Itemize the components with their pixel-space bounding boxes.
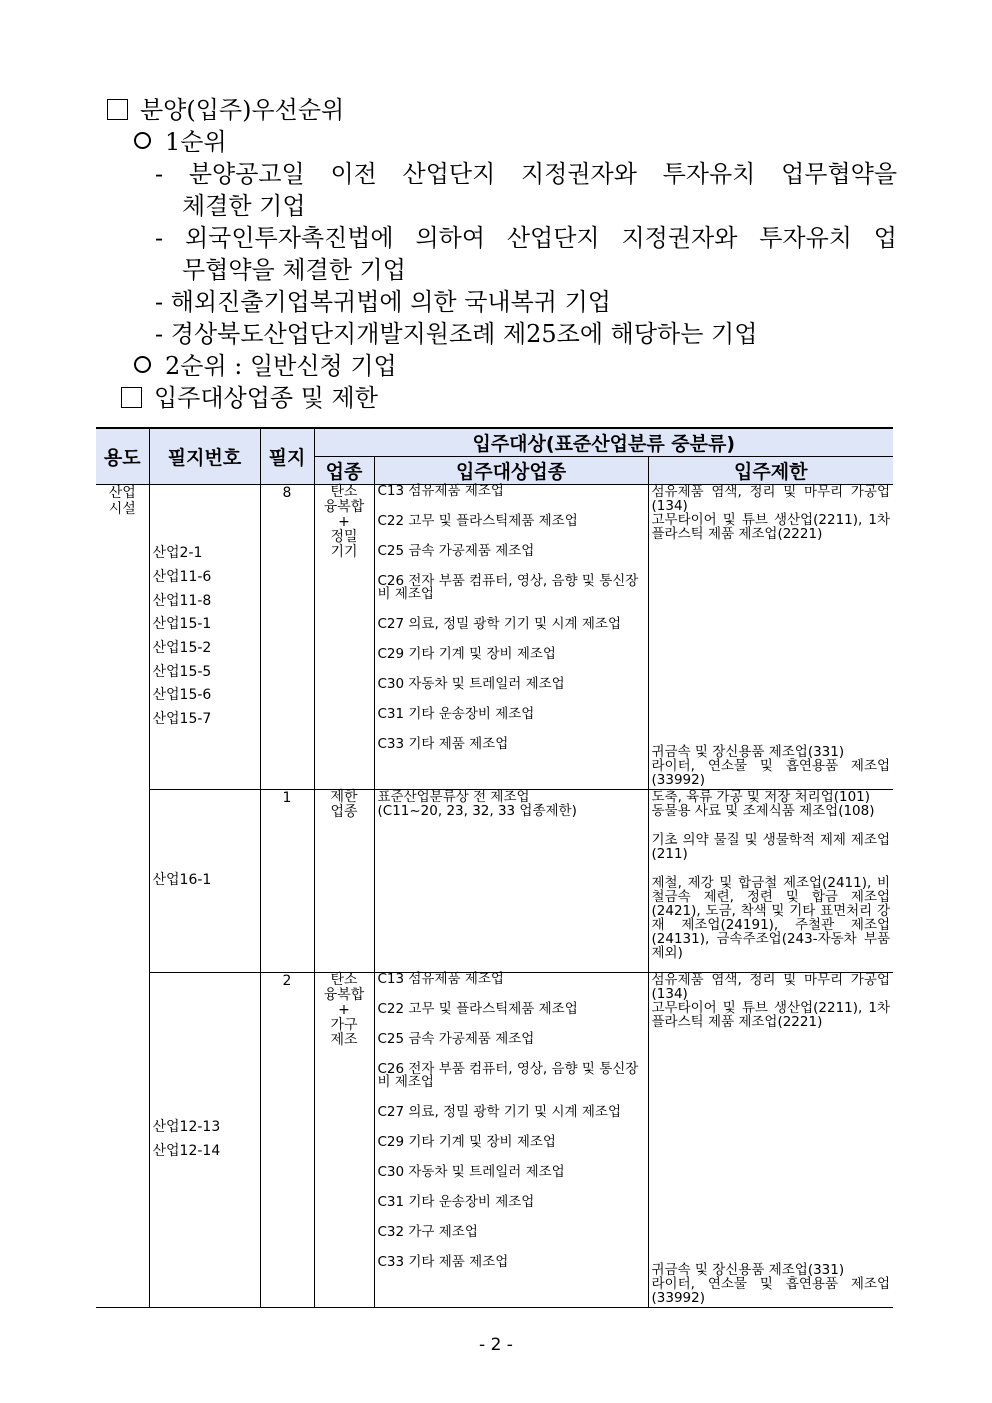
target-item: C33 기타 제품 제조업 [377, 736, 509, 752]
target-industries-cell [374, 485, 648, 790]
rank1-item-4: - 경상북도산업단지개발지원조례 제25조에 해당하는 기업 [155, 320, 758, 348]
lot-count: 8 [260, 485, 314, 790]
restriction-item: 섬유제품 염색, 정리 및 마무리 가공업(134) [651, 484, 891, 514]
lot-number: 산업11-8 [152, 592, 212, 609]
target-item: C31 기타 운송장비 제조업 [377, 706, 535, 722]
lot-number: 산업15-7 [152, 711, 212, 728]
industry-type: 탄소 융복합 + 정밀 기기 [314, 485, 374, 790]
restrictions-cell [648, 790, 893, 973]
restriction-item: 섬유제품 염색, 정리 및 마무리 가공업(134) [651, 972, 891, 1002]
header-restriction: 입주제한 [648, 457, 893, 485]
lot-number: 산업15-1 [152, 616, 212, 633]
restrictions-bottom [652, 745, 891, 787]
lot-number: 산업12-13 [152, 1119, 221, 1136]
section-title: 입주대상업종 및 제한 [154, 384, 378, 412]
lot-number: 산업11-6 [152, 568, 212, 585]
header-target: 입주대상(표준산업분류 중분류) [314, 428, 893, 457]
restriction-item: 고무타이어 및 튜브 생산업(2211), 1차 플라스틱 제품 제조업(2221) [651, 512, 891, 542]
target-item: C29 기타 기계 및 장비 제조업 [377, 646, 556, 662]
lot-number: 산업15-6 [152, 687, 212, 704]
target-item: C33 기타 제품 제조업 [377, 1254, 509, 1270]
rank1-item-3: - 해외진출기업복귀법에 의한 국내복귀 기업 [155, 288, 611, 316]
restriction-item: 제철, 제강 및 합금철 제조업(2411), 비철금속 제련, 정련 및 합금 제조업(2421), 도금, 착색 및 기타 표면처리 강재 제조업(24191), 주철관 제조업(24131), 금속주조업(243-자동차 부품 제외) [651, 875, 891, 961]
target-item: C26 전자 부품 컴퓨터, 영상, 음향 및 통신장비 제조업 [377, 573, 639, 602]
target-item: C29 기타 기계 및 장비 제조업 [377, 1134, 556, 1150]
target-list [378, 973, 645, 1269]
table-row [96, 485, 893, 790]
target-item: C30 자동차 및 트레일러 제조업 [377, 1164, 565, 1180]
target-industries-cell [374, 790, 648, 973]
rank1-title: 1순위 [165, 128, 227, 156]
section-heading-industries [121, 383, 378, 413]
industry-type: 탄소 융복합 + 가구 제조 [314, 973, 374, 1308]
rank1-item-1-cont: 체결한 기업 [182, 192, 306, 220]
restrictions-list [652, 790, 891, 960]
lot-count: 2 [260, 973, 314, 1308]
restriction-item: 라이터, 연소물 및 흡연용품 제조업(33992) [651, 1276, 891, 1306]
target-item: C27 의료, 정밀 광학 기기 및 시계 제조업 [377, 616, 622, 632]
target-item: C27 의료, 정밀 광학 기기 및 시계 제조업 [377, 1104, 622, 1120]
restrictions-cell [648, 485, 893, 790]
lot-numbers-cell [149, 485, 260, 790]
rank2-title: 2순위 : 일반신청 기업 [165, 352, 397, 380]
target-item: C30 자동차 및 트레일러 제조업 [377, 676, 565, 692]
industry-table [96, 427, 893, 1308]
lot-numbers-cell [149, 790, 260, 973]
header-lots: 필지 [260, 428, 314, 485]
header-lot-no: 필지번호 [149, 428, 260, 485]
table-row [96, 790, 893, 973]
checkbox-square-icon [121, 387, 142, 408]
restriction-item: 도축, 육류 가공 및 저장 처리업(101) [651, 789, 871, 805]
lot-numbers-cell [149, 973, 260, 1308]
target-industries-cell [374, 973, 648, 1308]
target-item: (C11~20, 23, 32, 33 업종제한) [377, 803, 577, 819]
restrictions-top [652, 973, 891, 1029]
restrictions-cell [648, 973, 893, 1308]
target-item: C31 기타 운송장비 제조업 [377, 1194, 535, 1210]
restriction-item: 기초 의약 물질 및 생물학적 제제 제조업(211) [651, 832, 891, 862]
lot-number: 산업2-1 [152, 545, 203, 562]
lot-number: 산업15-2 [152, 640, 212, 656]
target-item: C22 고무 및 플라스틱제품 제조업 [377, 513, 578, 529]
restrictions-bottom [652, 1263, 891, 1305]
target-list [378, 485, 645, 751]
target-item: C26 전자 부품 컴퓨터, 영상, 음향 및 통신장비 제조업 [377, 1061, 639, 1090]
restriction-item: 귀금속 및 장신용품 제조업(331) [651, 1262, 845, 1278]
section-title: 분양(입주)우선순위 [140, 96, 345, 124]
rank1-item-1: - 분양공고일 이전 산업단지 지정권자와 투자유치 업무협약을 [155, 160, 897, 188]
target-item: C32 가구 제조업 [377, 1224, 478, 1240]
restriction-item: 고무타이어 및 튜브 생산업(2211), 1차 플라스틱 제품 제조업(2221) [651, 1000, 891, 1030]
checkbox-square-icon [107, 99, 128, 120]
rank1-item-2-cont: 무협약을 체결한 기업 [182, 256, 406, 284]
table-row [96, 973, 893, 1308]
target-item: C25 금속 가공제품 제조업 [377, 1031, 535, 1047]
header-target-industry: 입주대상업종 [374, 457, 648, 485]
circle-bullet-icon [134, 132, 151, 149]
use-cell: 산업 시설 [96, 485, 149, 1308]
target-item: C13 섬유제품 제조업 [377, 971, 504, 987]
lot-number: 산업16-1 [152, 872, 212, 889]
target-item: C22 고무 및 플라스틱제품 제조업 [377, 1001, 578, 1017]
restriction-item: 동물용 사료 및 조제식품 제조업(108) [651, 803, 875, 819]
industry-type: 제한 업종 [314, 790, 374, 973]
section-heading-priority [107, 95, 344, 125]
lot-number: 산업15-5 [152, 663, 212, 680]
header-industry: 업종 [314, 457, 374, 485]
restrictions-top [652, 485, 891, 541]
lot-number-list [153, 542, 257, 732]
target-item: 표준산업분류상 전 제조업 [377, 789, 530, 805]
lot-count: 1 [260, 790, 314, 973]
rank2-heading [134, 351, 397, 381]
circle-bullet-icon [134, 356, 151, 373]
restriction-item: 라이터, 연소물 및 흡연용품 제조업(33992) [651, 758, 891, 788]
restriction-item: 귀금속 및 장신용품 제조업(331) [651, 744, 845, 760]
page-number: - 2 - [479, 1335, 513, 1355]
rank1-item-2: - 외국인투자촉진법에 의하여 산업단지 지정권자와 투자유치 업 [155, 224, 897, 252]
target-item: C13 섬유제품 제조업 [377, 483, 504, 499]
rank1-heading [134, 127, 227, 157]
target-item: C25 금속 가공제품 제조업 [377, 543, 535, 559]
lot-number: 산업12-14 [152, 1143, 221, 1159]
header-use: 용도 [96, 428, 149, 485]
